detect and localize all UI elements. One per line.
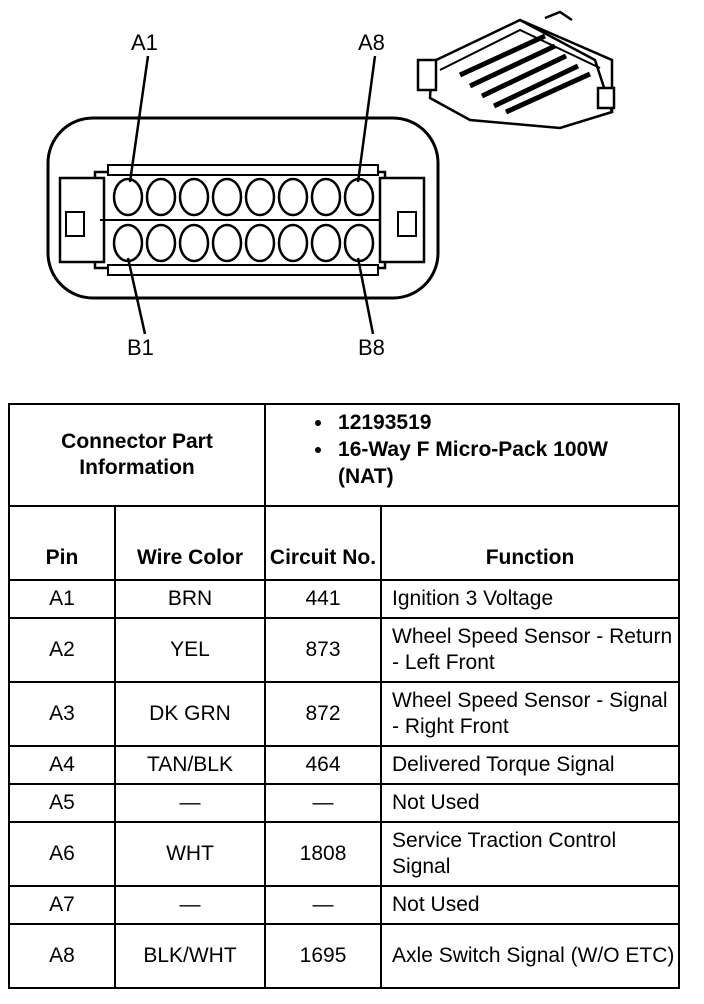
label-a1: A1 (131, 30, 158, 55)
pin-cavity (345, 225, 373, 261)
connector-part-details (265, 404, 679, 506)
pin-cavity (114, 225, 142, 261)
table-row (9, 618, 679, 682)
label-a8: A8 (358, 30, 385, 55)
pin-cell: A7 (9, 886, 115, 924)
circuit-cell: 872 (265, 682, 381, 746)
label-b1: B1 (127, 335, 154, 360)
function-cell: Ignition 3 Voltage (381, 580, 679, 618)
pin-cell: A3 (9, 682, 115, 746)
wire-color-cell: BLK/WHT (115, 924, 265, 988)
wire-color-cell: — (115, 886, 265, 924)
connector-info-table (8, 403, 680, 989)
function-cell: Not Used (381, 784, 679, 822)
pin-cavity (345, 179, 373, 215)
label-b8: B8 (358, 335, 385, 360)
part-number: • 12193519 (334, 409, 668, 436)
circuit-cell: 1695 (265, 924, 381, 988)
wire-color-cell: YEL (115, 618, 265, 682)
col-function: Function (381, 506, 679, 580)
pin-cell: A2 (9, 618, 115, 682)
pin-cavity (279, 179, 307, 215)
circuit-cell: 464 (265, 746, 381, 784)
circuit-cell: — (265, 886, 381, 924)
pin-cavity (246, 179, 274, 215)
pin-cavity (147, 225, 175, 261)
table-row (9, 580, 679, 618)
circuit-cell: 873 (265, 618, 381, 682)
function-cell: Delivered Torque Signal (381, 746, 679, 784)
table-row (9, 784, 679, 822)
function-cell: Wheel Speed Sensor - Return - Left Front (381, 618, 679, 682)
pin-cavity (114, 179, 142, 215)
table-row (9, 822, 679, 886)
pin-cavity (213, 225, 241, 261)
table-row (9, 886, 679, 924)
function-cell: Service Traction Control Signal (381, 822, 679, 886)
pin-cavity (180, 225, 208, 261)
table-row (9, 682, 679, 746)
circuit-cell: 1808 (265, 822, 381, 886)
pin-cell: A4 (9, 746, 115, 784)
table-row (9, 924, 679, 988)
connector-3d-sketch (418, 12, 614, 128)
wire-color-cell: BRN (115, 580, 265, 618)
connector-diagram (0, 0, 704, 390)
function-cell: Wheel Speed Sensor - Signal - Right Front (381, 682, 679, 746)
pin-cavity (312, 225, 340, 261)
connector-part-header: Connector Part Information (9, 404, 265, 506)
wire-color-cell: TAN/BLK (115, 746, 265, 784)
wire-color-cell: — (115, 784, 265, 822)
wire-color-cell: WHT (115, 822, 265, 886)
circuit-cell: — (265, 784, 381, 822)
pin-cavity (147, 179, 175, 215)
pin-cavity (213, 179, 241, 215)
col-circuit: Circuit No. (265, 506, 381, 580)
pin-cavity (312, 179, 340, 215)
pin-cavity (180, 179, 208, 215)
table-row (9, 746, 679, 784)
function-cell: Not Used (381, 886, 679, 924)
col-pin: Pin (9, 506, 115, 580)
pin-cell: A6 (9, 822, 115, 886)
circuit-cell: 441 (265, 580, 381, 618)
wire-color-cell: DK GRN (115, 682, 265, 746)
pin-cell: A1 (9, 580, 115, 618)
col-wire-color: Wire Color (115, 506, 265, 580)
pin-cavity (246, 225, 274, 261)
pin-cell: A5 (9, 784, 115, 822)
function-cell: Axle Switch Signal (W/O ETC) (381, 924, 679, 988)
part-description: • 16-Way F Micro-Pack 100W (NAT) (334, 436, 668, 490)
pin-cell: A8 (9, 924, 115, 988)
pin-cavity (279, 225, 307, 261)
